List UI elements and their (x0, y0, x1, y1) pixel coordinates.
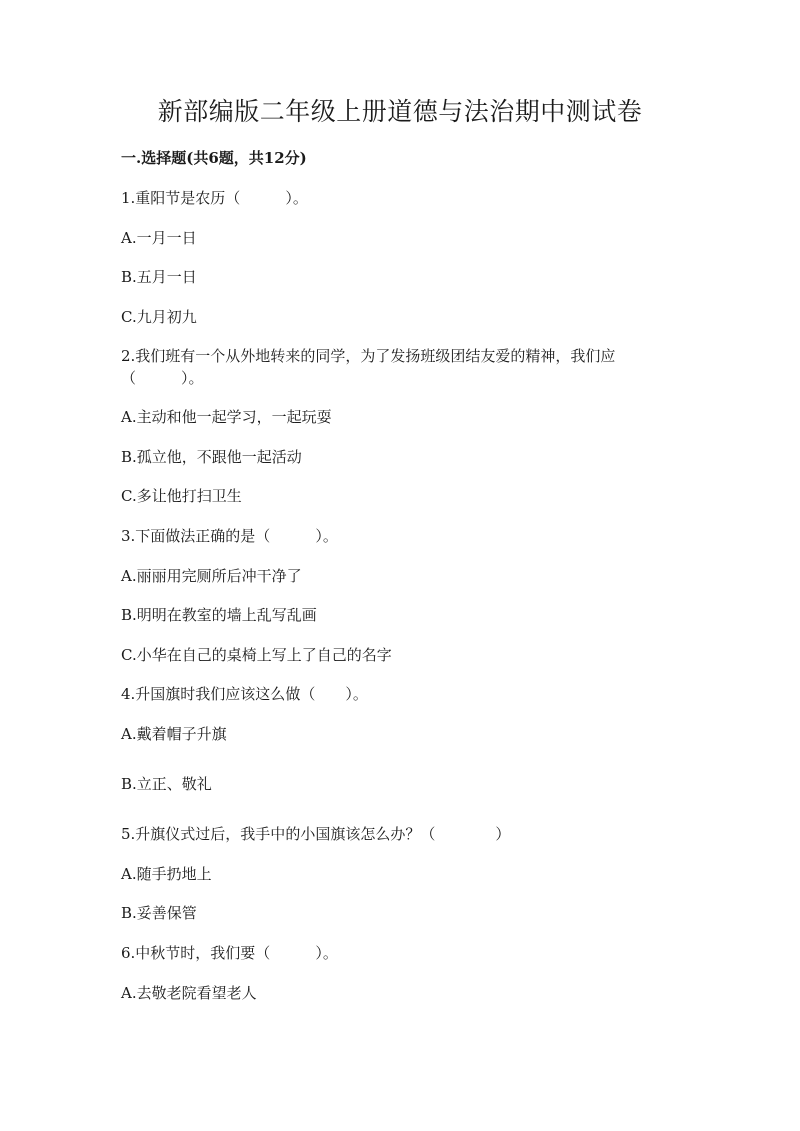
page-title: 新部编版二年级上册道德与法治期中测试卷 (157, 97, 643, 126)
question-2-option-a: A.主动和他一起学习，一起玩耍 (121, 408, 332, 426)
question-4-option-b: B.立正、敬礼 (121, 775, 212, 793)
question-1-option-a: A.一月一日 (121, 229, 197, 247)
question-2-stem-line2: （ ）。 (121, 369, 204, 387)
question-3-option-c: C.小华在自己的桌椅上写上了自己的名字 (121, 646, 392, 664)
question-6-option-a: A.去敬老院看望老人 (121, 984, 257, 1002)
question-5-option-a: A.随手扔地上 (121, 865, 212, 883)
question-6-stem: 6.中秋节时，我们要（ ）。 (121, 944, 338, 962)
question-1-stem: 1.重阳节是农历（ ）。 (121, 189, 308, 207)
question-1-option-b: B.五月一日 (121, 268, 197, 286)
question-3-stem: 3.下面做法正确的是（ ）。 (121, 527, 338, 545)
question-2-option-b: B.孤立他，不跟他一起活动 (121, 448, 302, 466)
question-3-option-a: A.丽丽用完厕所后冲干净了 (121, 567, 302, 585)
section-heading: 一.选择题(共6题，共12分) (121, 149, 307, 167)
question-4-stem: 4.升国旗时我们应该这么做（ ）。 (121, 685, 368, 703)
question-2-option-c: C.多让他打扫卫生 (121, 487, 242, 505)
question-5-stem: 5.升旗仪式过后，我手中的小国旗该怎么办？（ ） (121, 825, 511, 843)
question-5-option-b: B.妥善保管 (121, 904, 197, 922)
question-1-option-c: C.九月初九 (121, 308, 197, 326)
question-4-option-a: A.戴着帽子升旗 (121, 725, 227, 743)
question-2-stem-line1: 2.我们班有一个从外地转来的同学，为了发扬班级团结友爱的精神，我们应 (121, 347, 616, 365)
question-3-option-b: B.明明在教室的墙上乱写乱画 (121, 606, 317, 624)
